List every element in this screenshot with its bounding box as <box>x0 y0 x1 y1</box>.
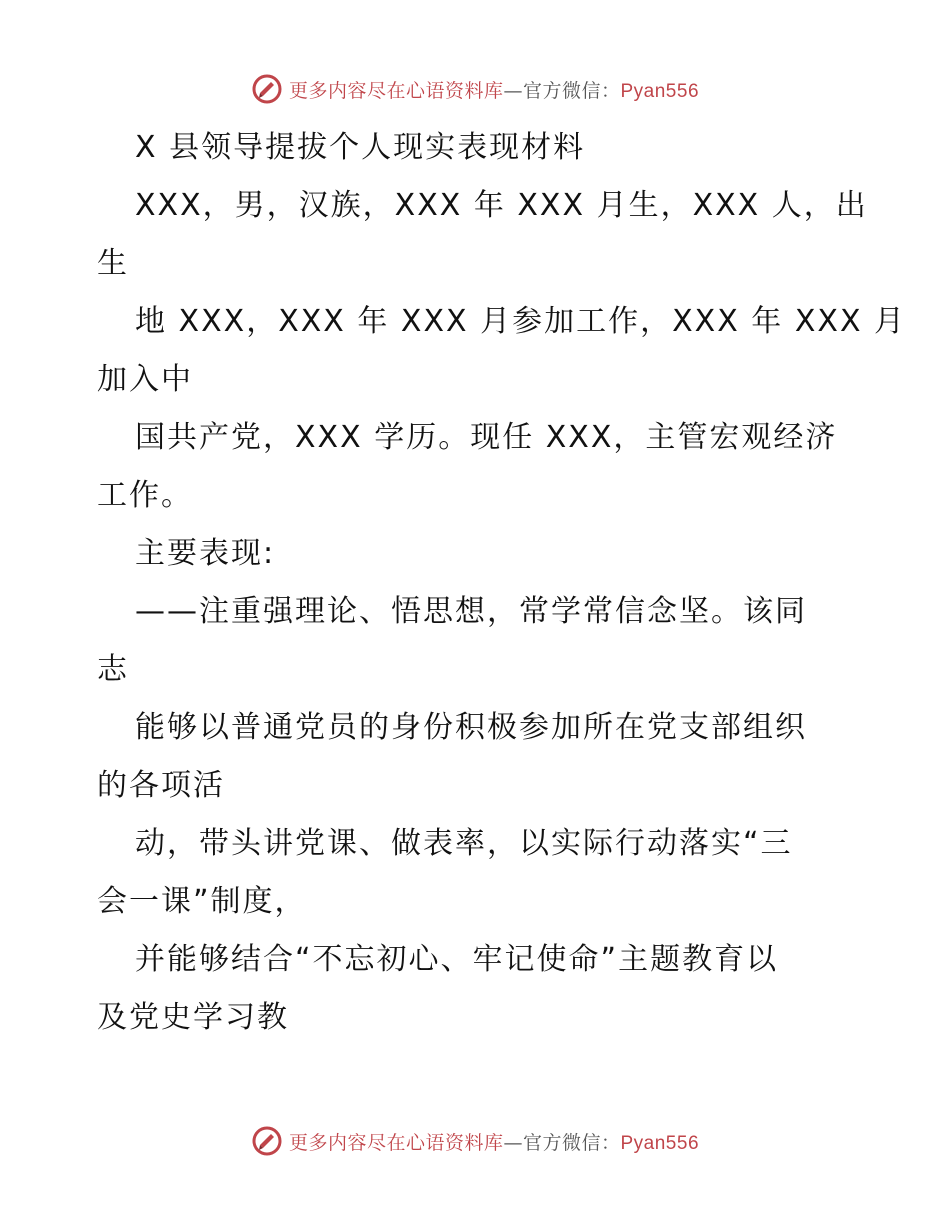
text-line: 动，带头讲党课、做表率，以实际行动落实“三 <box>135 826 793 861</box>
watermark-label: 官方微信： <box>522 1131 621 1154</box>
text-line: 并能够结合“不忘初心、牢记使命”主题教育以 <box>135 942 779 977</box>
text-line: 及党史学习教 <box>97 1000 289 1035</box>
brand-logo-icon <box>251 73 283 105</box>
watermark-wechat-id: Pyan556 <box>620 1132 700 1154</box>
watermark-wechat-id: Pyan556 <box>620 80 700 102</box>
watermark-text <box>289 1128 699 1155</box>
text-line: 地 XXX，XXX 年 XXX 月参加工作，XXX 年 XXX 月 <box>135 304 907 339</box>
section-heading: 主要表现: <box>135 536 276 571</box>
text-line: ——注重强理论、悟思想，常学常信念坚。该同 <box>135 594 807 629</box>
text-line: XXX，男，汉族，XXX 年 XXX 月生，XXX 人，出 <box>135 188 868 223</box>
footer-watermark <box>0 1124 950 1158</box>
watermark-brand: 更多内容尽在心语资料库 <box>288 1131 504 1154</box>
text-line: 的各项活 <box>97 768 225 803</box>
text-line: 会一课”制度， <box>97 884 307 919</box>
watermark-dash: — <box>503 79 523 102</box>
header-watermark <box>0 72 950 106</box>
watermark-brand: 更多内容尽在心语资料库 <box>288 79 504 102</box>
watermark-label: 官方微信： <box>522 79 621 102</box>
text-line: 工作。 <box>97 478 193 513</box>
text-line: 志 <box>97 652 129 687</box>
watermark-dash: — <box>503 1131 523 1154</box>
document-title: X 县领导提拔个人现实表现材料 <box>135 130 586 165</box>
text-line: 加入中 <box>97 362 193 397</box>
brand-logo-icon <box>251 1125 283 1157</box>
text-line: 国共产党，XXX 学历。现任 XXX，主管宏观经济 <box>135 420 838 455</box>
text-line: 生 <box>97 246 129 281</box>
text-line: 能够以普通党员的身份积极参加所在党支部组织 <box>135 710 807 745</box>
watermark-text <box>289 76 699 103</box>
